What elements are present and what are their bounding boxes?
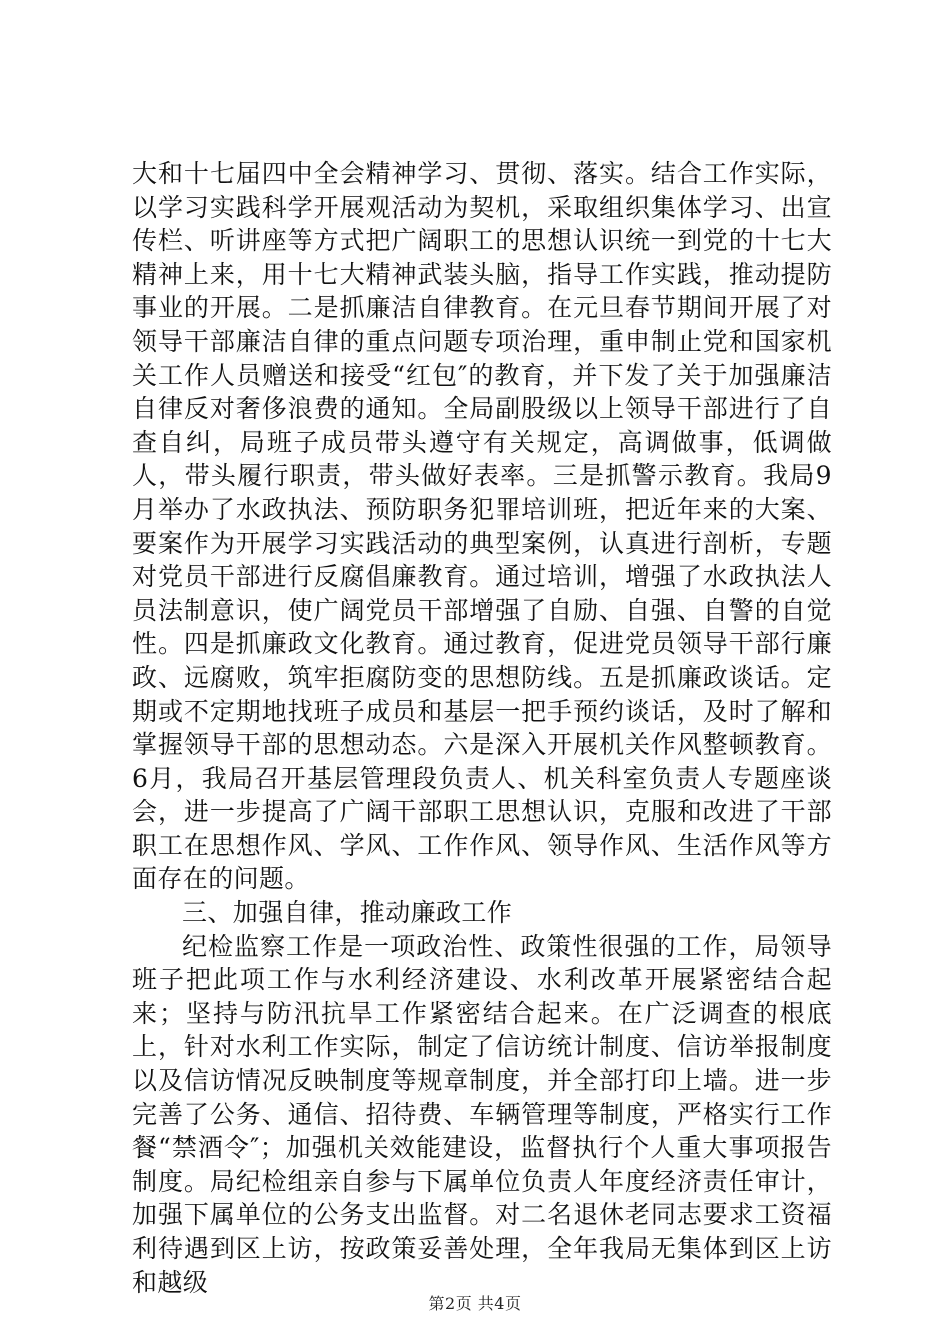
paragraph-discipline-inspection: 纪检监察工作是一项政治性、政策性很强的工作，局领导班子把此项工作与水利经济建设、水利改革开展紧密结合起来；坚持与防汛抗旱工作紧密结合起来。在广泛调查的根底上，针对水利工作实际，制定了信访统计制度、信访举报制度以及信访情况反映制度等规章制度，并全部打印上墙。进一步完善了公务、通信、招待费、车辆管理等制度，严格实行工作餐“禁酒令″；加强机关效能建设，监督执行个人重大事项报告制度。局纪检组亲自参与下属单位负责人年度经济责任审计，加强下属单位的公务支出监督。对二名退休老同志要求工资福利待遇到区上访，按政策妥善处理，全年我局无集体到区上访和越级 xyxy=(132,931,832,1297)
page-number-footer: 第2页 共4页 xyxy=(428,1294,522,1313)
paragraph-continued: 大和十七届四中全会精神学习、贯彻、落实。结合工作实际，以学习实践科学开展观活动为契机，采取组织集体学习、出宣传栏、听讲座等方式把广阔职工的思想认识统一到党的十七大精神上来，用十七大精神武装头脑，指导工作实践，推动提防事业的开展。二是抓廉洁自律教育。在元旦春节期间开展了对领导干部廉洁自律的重点问题专项治理，重申制止党和国家机关工作人员赠送和接受“红包″的教育，并下发了关于加强廉洁自律反对奢侈浪费的通知。全局副股级以上领导干部进行了自查自纠，局班子成员带头遵守有关规定，高调做事，低调做人，带头履行职责，带头做好表率。三是抓警示教育。我局9月举办了水政执法、预防职务犯罪培训班，把近年来的大案、要案作为开展学习实践活动的典型案例，认真进行剖析，专题对党员干部进行反腐倡廉教育。通过培训，增强了水政执法人员法制意识，使广阔党员干部增强了自励、自强、自警的自觉性。四是抓廉政文化教育。通过教育，促进党员领导干部行廉政、远腐败，筑牢拒腐防变的思想防线。五是抓廉政谈话。定期或不定期地找班子成员和基层一把手预约谈话，及时了解和掌握领导干部的思想动态。六是深入开展机关作风整顿教育。6月，我局召开基层管理段负责人、机关科室负责人专题座谈会，进一步提高了广阔干部职工思想认识，克服和改进了干部职工在思想作风、学风、工作作风、领导作风、生活作风等方面存在的问题。 xyxy=(132,159,832,894)
section-heading: 三、加强自律，推动廉政工作 xyxy=(182,898,513,928)
document-body xyxy=(132,157,832,1299)
